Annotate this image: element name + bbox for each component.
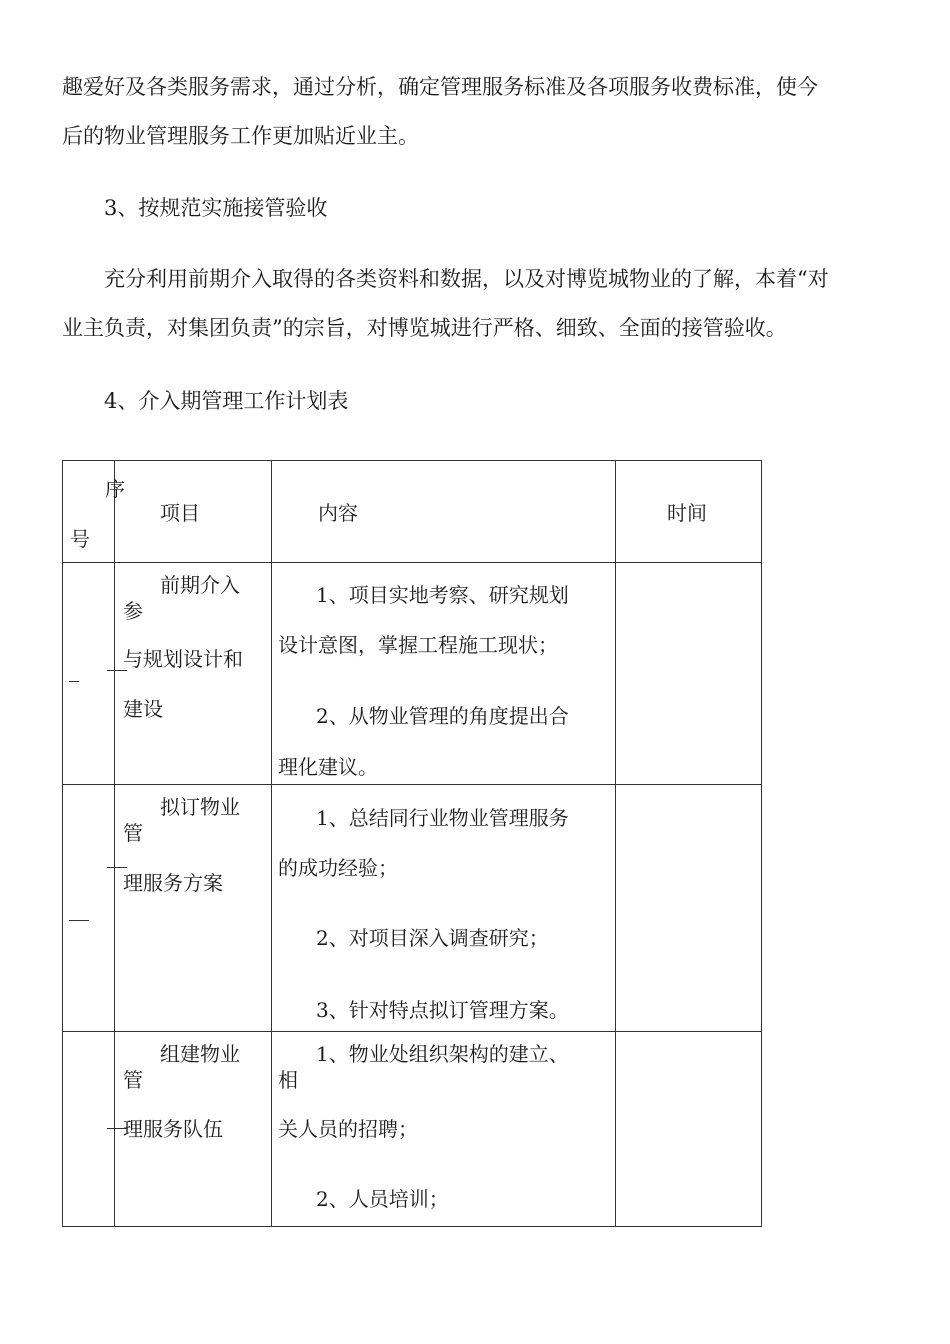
table-row (63, 1032, 762, 1227)
table-row (63, 563, 762, 785)
item-line: 管 (123, 821, 143, 845)
paragraph-line: 业主负责，对集团负责”的宗旨，对博览城进行严格、细致、全面的接管验收。 (62, 316, 787, 340)
table-header-row (63, 461, 762, 563)
header-item: 项目 (160, 501, 200, 525)
content-line: 相 (278, 1068, 298, 1092)
header-seq-part2: 号 (70, 527, 90, 551)
item-cell (115, 1032, 272, 1227)
header-time-cell (616, 461, 762, 563)
item-line: 拟订物业 (160, 795, 240, 819)
content-cell (272, 1032, 616, 1227)
item-line: 理服务队伍 (123, 1117, 223, 1141)
section-heading: 4、介入期管理工作计划表 (104, 389, 349, 413)
content-line: 2、人员培训； (316, 1187, 449, 1211)
content-line: 的成功经验； (278, 856, 398, 880)
item-line: 管 (123, 1068, 143, 1092)
header-seq-part1: 序 (105, 477, 125, 501)
seq-dash-mark (69, 681, 79, 682)
time-cell (616, 785, 762, 1032)
content-line: 设计意图，掌握工程施工现状； (278, 633, 558, 657)
table-row (63, 785, 762, 1032)
work-plan-table (62, 460, 762, 1227)
seq-cell (63, 1032, 115, 1227)
content-line: 理化建议。 (278, 755, 378, 779)
header-item-cell (115, 461, 272, 563)
content-line: 3、针对特点拟订管理方案。 (316, 998, 569, 1022)
header-content-cell (272, 461, 616, 563)
header-content: 内容 (318, 501, 358, 525)
content-line: 1、总结同行业物业管理服务 (316, 806, 569, 830)
paragraph-line: 充分利用前期介入取得的各类资料和数据，以及对博览城物业的了解，本着“对 (104, 267, 829, 291)
item-line: 前期介入 (160, 573, 240, 597)
paragraph-line: 趣爱好及各类服务需求，通过分析，确定管理服务标准及各项服务收费标准，使今 (62, 75, 818, 99)
time-cell (616, 563, 762, 785)
item-line: 与规划设计和 (123, 647, 243, 671)
item-line: 理服务方案 (123, 871, 223, 895)
item-line: 参 (123, 599, 143, 623)
item-line: 建设 (123, 697, 163, 721)
item-line: 组建物业 (160, 1042, 240, 1066)
item-cell (115, 563, 272, 785)
content-cell (272, 785, 616, 1032)
header-time: 时间 (667, 501, 707, 525)
item-cell (115, 785, 272, 1032)
paragraph-line: 后的物业管理服务工作更加贴近业主。 (62, 124, 419, 148)
time-cell (616, 1032, 762, 1227)
content-line: 1、项目实地考察、研究规划 (316, 583, 569, 607)
content-line: 1、物业处组织架构的建立、 (316, 1042, 569, 1066)
header-seq-cell (63, 461, 125, 563)
seq-dash-mark (69, 920, 89, 921)
seq-cell (63, 563, 115, 785)
seq-cell (63, 785, 115, 1032)
content-line: 2、从物业管理的角度提出合 (316, 704, 569, 728)
content-cell (272, 563, 616, 785)
content-line: 关人员的招聘； (278, 1117, 418, 1141)
section-heading: 3、按规范实施接管验收 (104, 196, 328, 220)
content-line: 2、对项目深入调查研究； (316, 926, 549, 950)
